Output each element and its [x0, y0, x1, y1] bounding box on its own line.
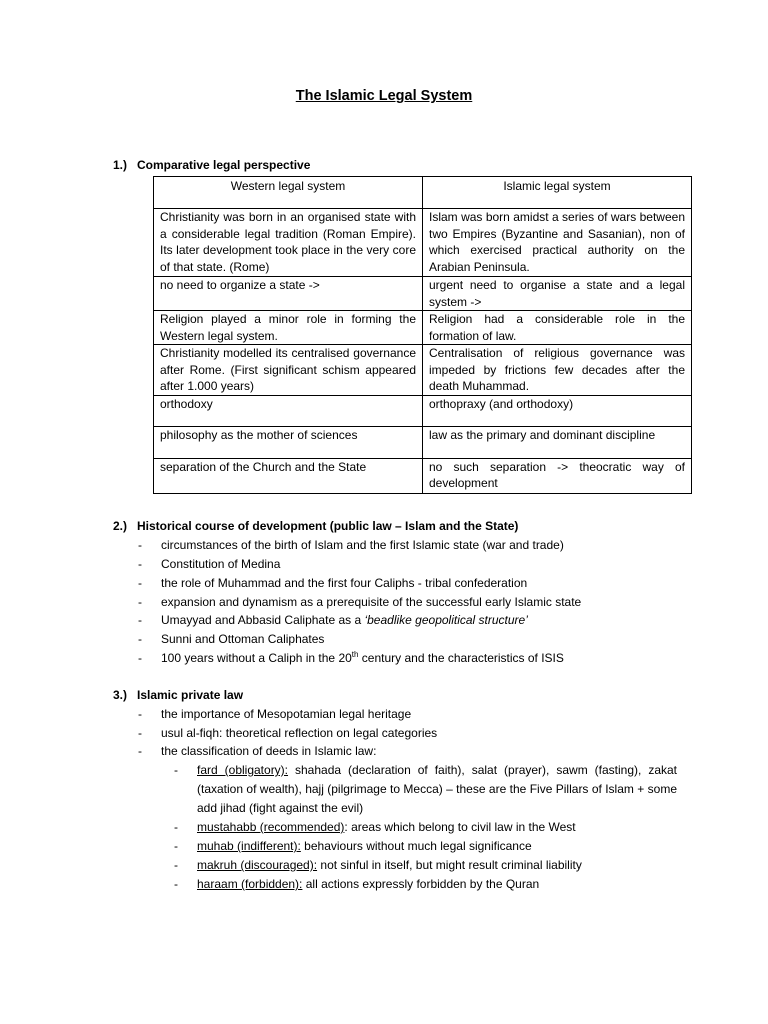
deed-text: shahada (declaration of faith), salat (prayer), sawm (fasting), zakat (taxation of wealth), hajj (pilgrimage to Mecca) – these are the Five Pillars of Islam + some add jihad (fight against the evil): [197, 763, 678, 815]
comparison-table: [153, 176, 692, 494]
list-item: the role of Muhammad and the first four Caliphs - tribal confederation: [161, 576, 528, 590]
bullet-dash: -: [138, 651, 142, 665]
table-cell: orthopraxy (and orthodoxy): [423, 395, 692, 426]
table-cell: Religion had a considerable role in the formation of law.: [423, 311, 692, 345]
table-cell: philosophy as the mother of sciences: [154, 426, 423, 458]
section-title: Comparative legal perspective: [137, 158, 311, 172]
bullet-dash: -: [138, 726, 142, 740]
table-cell: Religion played a minor role in forming the Western legal system.: [154, 311, 423, 345]
table-row: [154, 458, 692, 493]
bullet-dash: -: [174, 858, 178, 872]
table-cell: Christianity was born in an organised state with a considerable legal tradition (Roman Empire). Its later development took place in the very core of that state. (Rome): [154, 209, 423, 277]
deed-makruh: [197, 858, 582, 874]
bullet-dash: -: [138, 707, 142, 721]
bullet-dash: -: [138, 744, 142, 758]
table-header: Western legal system: [154, 177, 423, 209]
bullet-dash: -: [174, 877, 178, 891]
list-item: Constitution of Medina: [161, 557, 281, 571]
table-cell: urgent need to organise a state and a legal system ->: [423, 277, 692, 311]
list-item-quote: ‘beadlike geopolitical structure’: [364, 613, 528, 627]
deed-text: all actions expressly forbidden by the Quran: [302, 877, 540, 891]
deed-term: makruh (discouraged):: [197, 858, 318, 872]
table-header: Islamic legal system: [423, 177, 692, 209]
list-item: the classification of deeds in Islamic law:: [161, 744, 377, 758]
bullet-dash: -: [174, 839, 178, 853]
bullet-dash: -: [138, 576, 142, 590]
deed-muhab: [197, 839, 532, 855]
deed-term: mustahabb (recommended): [197, 820, 345, 834]
section-number: 1.): [113, 158, 128, 172]
table-cell: Centralisation of religious governance was impeded by frictions few decades after the death Muhammad.: [423, 345, 692, 396]
table-row: [154, 395, 692, 426]
table-cell: Christianity modelled its centralised governance after Rome. (First significant schism appeared after 1.000 years): [154, 345, 423, 396]
list-item: [161, 651, 564, 667]
deed-term: haraam (forbidden):: [197, 877, 303, 891]
list-item: usul al-fiqh: theoretical reflection on legal categories: [161, 726, 438, 740]
table-header-row: [154, 177, 692, 209]
list-item: Sunni and Ottoman Caliphates: [161, 632, 325, 646]
bullet-dash: -: [174, 820, 178, 834]
section-number: 2.): [113, 519, 128, 533]
deed-haraam: [197, 877, 539, 893]
deed-text: : areas which belong to civil law in the West: [344, 820, 576, 834]
superscript: th: [351, 650, 359, 659]
bullet-dash: -: [138, 595, 142, 609]
section-number: 3.): [113, 688, 128, 702]
table-row: [154, 311, 692, 345]
page-title: The Islamic Legal System: [295, 88, 473, 104]
list-item-suffix: (war and trade): [479, 538, 564, 552]
table-cell: separation of the Church and the State: [154, 458, 423, 493]
list-item: the importance of Mesopotamian legal heritage: [161, 707, 412, 721]
section-title: Historical course of development (public law – Islam and the State): [137, 519, 519, 533]
table-row: [154, 345, 692, 396]
deed-term: fard (obligatory):: [197, 763, 289, 777]
deed-fard: [197, 761, 677, 818]
bullet-dash: -: [174, 763, 178, 777]
table-cell: no such separation -> theocratic way of development: [423, 458, 692, 493]
list-item-text: circumstances of the birth of Islam and the first Islamic state: [161, 538, 480, 552]
bullet-dash: -: [138, 538, 142, 552]
section-title: Islamic private law: [137, 688, 244, 702]
deed-text: behaviours without much legal significance: [300, 839, 532, 853]
bullet-dash: -: [138, 632, 142, 646]
list-item-suffix: century and the characteristics of ISIS: [358, 651, 564, 665]
table-row: [154, 209, 692, 277]
table-cell: Islam was born amidst a series of wars between two Empires (Byzantine and Sasanian), non of which exercised practical authority on the Arabian Peninsula.: [423, 209, 692, 277]
section-3-heading: [113, 688, 243, 702]
list-item: [161, 613, 528, 629]
section-2-heading: [113, 519, 518, 533]
bullet-dash: -: [138, 613, 142, 627]
section-1-heading: [113, 158, 310, 172]
deed-term: muhab (indifferent):: [197, 839, 301, 853]
table-cell: no need to organize a state ->: [154, 277, 423, 311]
bullet-dash: -: [138, 557, 142, 571]
list-item: expansion and dynamism as a prerequisite of the successful early Islamic state: [161, 595, 582, 609]
table-cell: law as the primary and dominant discipline: [423, 426, 692, 458]
table-row: [154, 426, 692, 458]
list-item-text: 100 years without a Caliph in the 20: [161, 651, 352, 665]
deed-mustahabb: [197, 820, 576, 836]
table-cell: orthodoxy: [154, 395, 423, 426]
table-row: [154, 277, 692, 311]
list-item: [161, 538, 564, 554]
deed-text: not sinful in itself, but might result criminal liability: [317, 858, 582, 872]
list-item-text: Umayyad and Abbasid Caliphate as a: [161, 613, 365, 627]
